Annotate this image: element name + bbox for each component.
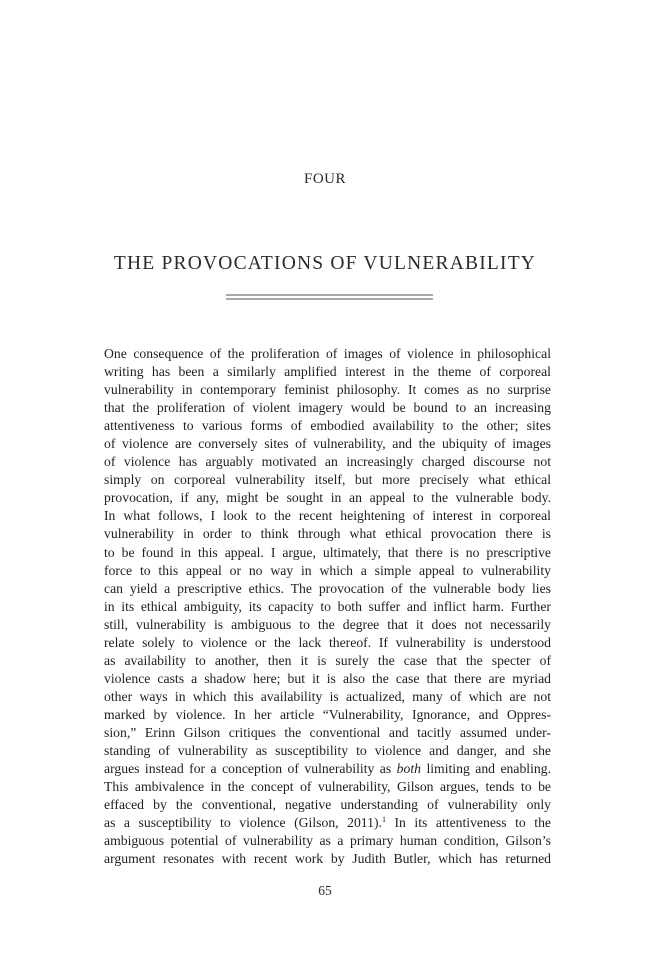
text-line: provocation, if any, might be sought in an appeal to the vulnerable body.: [104, 490, 551, 506]
text-line: attentiveness to various forms of embodied availability to the other; sites: [104, 418, 551, 434]
text-line: writing has been a similarly amplified interest in the theme of corporeal: [104, 364, 551, 380]
text-line: in its ethical ambiguity, its capacity to both suffer and inflict harm. Further: [104, 598, 551, 614]
text-line: as availability to another, then it is surely the case that the specter of: [104, 652, 551, 668]
text-line: violence casts a shadow here; but it is also the case that there are myriad: [104, 670, 551, 686]
text-line: of violence has arguably motivated an increasingly charged discourse not: [104, 454, 551, 470]
footnote-marker[interactable]: 1: [381, 815, 386, 825]
text-line: simply on corporeal vulnerability itself, but more precisely what ethical: [104, 472, 551, 488]
text-line-end: limiting and enabling.: [426, 761, 552, 777]
text-line: of violence are conversely sites of vulnerability, and the ubiquity of images: [104, 436, 551, 452]
text-line: vulnerability in order to think through what ethical provocation there is: [104, 526, 551, 542]
text-line: sion,” Erinn Gilson critiques the conventional and tacitly assumed under-: [104, 724, 551, 740]
chapter-title: THE PROVOCATIONS OF VULNERABILITY: [113, 253, 537, 274]
text-line: In what follows, I look to the recent heightening of interest in corporeal: [104, 508, 551, 524]
text-line: other ways in which this availability is actualized, many of which are not: [104, 688, 551, 704]
text-line-start: as a susceptibility to violence (Gilson, 2011).: [104, 815, 382, 831]
text-line: vulnerability in contemporary feminist philosophy. It comes as no surprise: [104, 382, 551, 398]
text-line: force to this appeal or no way in which a simple appeal to vulnerability: [104, 562, 551, 578]
text-line: This ambivalence in the concept of vulnerability, Gilson argues, tends to be: [104, 779, 551, 795]
text-line: standing of vulnerability as susceptibility to violence and danger, and she: [104, 743, 551, 759]
ornament-rule-bottom: [226, 298, 433, 300]
text-line: ambiguous potential of vulnerability as a primary human condition, Gilson’s: [104, 833, 551, 849]
text-line: relate solely to violence or the lack thereof. If vulnerability is understood: [104, 634, 551, 650]
text-line: to be found in this appeal. I argue, ultimately, that there is no prescriptive: [104, 544, 551, 560]
text-line: [104, 814, 551, 832]
text-line: marked by violence. In her article “Vulnerability, Ignorance, and Oppres-: [104, 706, 551, 722]
emphasis-text: both: [396, 761, 421, 777]
text-line: [104, 760, 551, 778]
text-line-start: argues instead for a conception of vulnerability as: [104, 761, 392, 777]
text-line: One consequence of the proliferation of images of violence in philosophical: [104, 346, 551, 361]
ornament-rule-top: [226, 294, 433, 296]
text-line: argument resonates with recent work by Judith Butler, which has returned: [104, 851, 551, 867]
text-line: still, vulnerability is ambiguous to the degree that it does not necessarily: [104, 616, 551, 632]
text-line-end: In its attentiveness to the: [394, 815, 552, 831]
text-line: effaced by the conventional, negative understanding of vulnerability only: [104, 797, 551, 813]
chapter-number: FOUR: [303, 171, 346, 187]
title-ornament-rule: [226, 294, 433, 301]
page-number: 65: [318, 883, 332, 898]
text-line: that the proliferation of violent imagery would be bound to an increasing: [104, 400, 551, 416]
text-line: can yield a prescriptive ethics. The provocation of the vulnerable body lies: [104, 580, 551, 596]
body-paragraph: [104, 345, 551, 868]
